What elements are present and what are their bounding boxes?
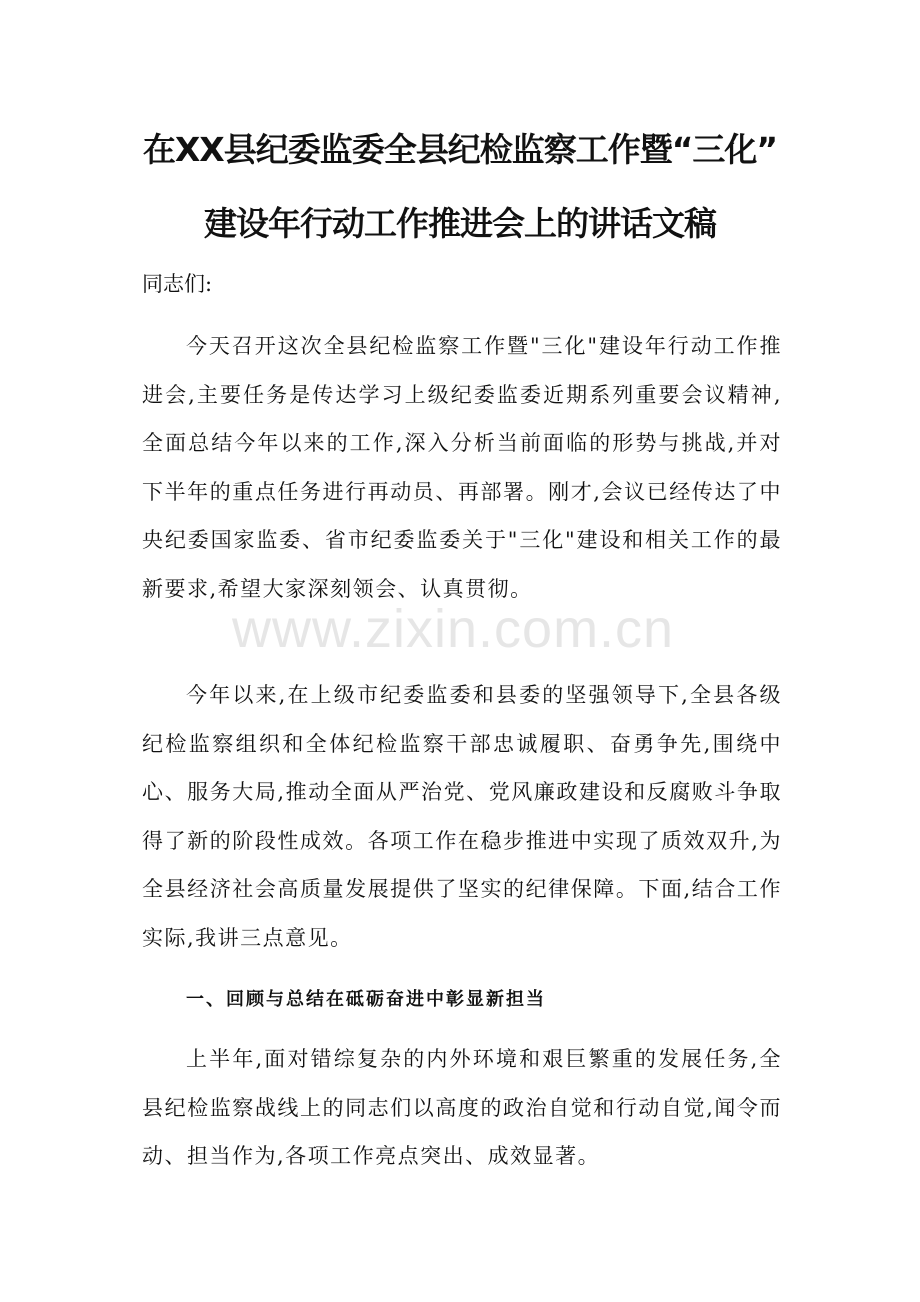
section-heading: 一、回顾与总结在砥砺奋进中彰显新担当 xyxy=(186,989,546,1010)
paragraph-progress: 今年以来,在上级市纪委监委和县委的坚强领导下,全县各级纪检监察组织和全体纪检监察干部忠诚履职、奋勇争先,围绕中心、服务大局,推动全面从严治党、党风廉政建设和反腐败斗争取得了新的阶段性成效。各项工作在稳步推进中实现了质效双升,为全县经济社会高质量发展提供了坚实的纪律保障。下面,结合工作实际,我讲三点意见。 xyxy=(142,683,782,950)
document-title-line-2: 建设年行动工作推进会上的讲话文稿 xyxy=(204,204,716,243)
document-title-line-1: 在XX县纪委监委全县纪检监察工作暨“三化” xyxy=(142,130,778,169)
salutation: 同志们: xyxy=(142,272,213,296)
paragraph-opening: 今天召开这次全县纪检监察工作暨"三化"建设年行动工作推进会,主要任务是传达学习上级纪委监委近期系列重要会议精神,全面总结今年以来的工作,深入分析当前面临的形势与挑战,并对下半年的重点任务进行再动员、再部署。刚才,会议已经传达了中央纪委国家监委、省市纪委监委关于"三化"建设和相关工作的最新要求,希望大家深刻领会、认真贯彻。 xyxy=(142,334,782,601)
watermark: www.zixin.com.cn xyxy=(232,599,675,659)
paragraph-review: 上半年,面对错综复杂的内外环境和艰巨繁重的发展任务,全县纪检监察战线上的同志们以高度的政治自觉和行动自觉,闻令而动、担当作为,各项工作亮点突出、成效显著。 xyxy=(142,1047,782,1168)
